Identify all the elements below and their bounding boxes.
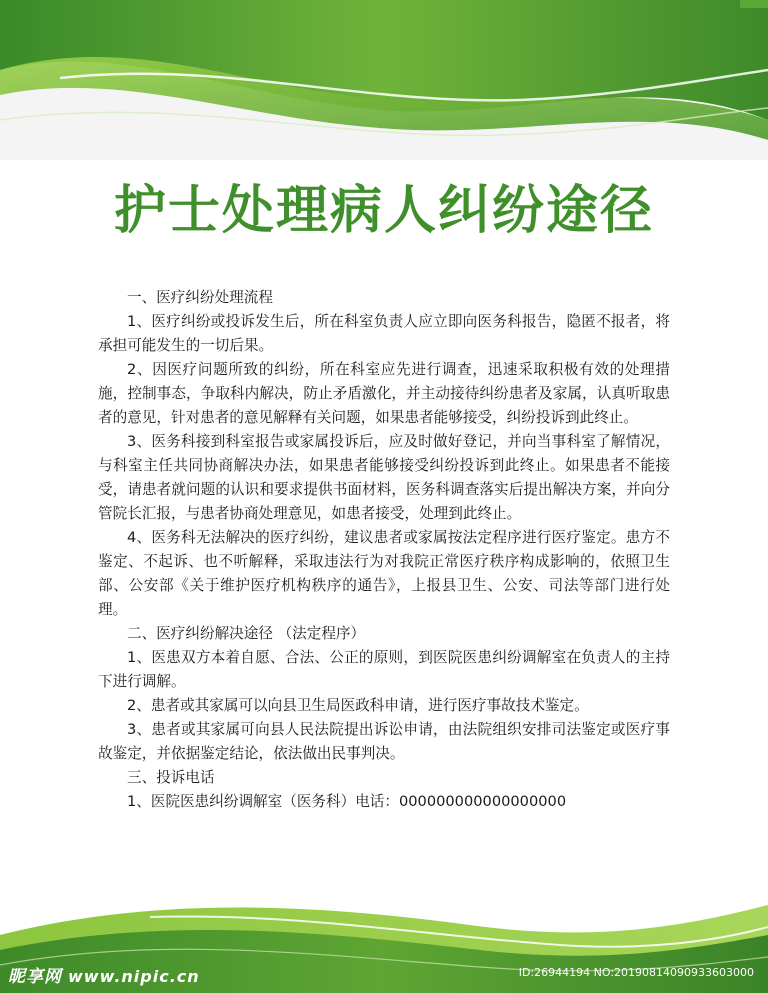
complaint-phone-line: 1、医院医患纠纷调解室（医务科）电话：000000000000000000 [127,793,567,810]
paragraph: 2、因医疗问题所致的纠纷，所在科室应先进行调查，迅速采取积极有效的处理措施，控制事态，争取科内解决，防止矛盾激化，并主动接待纠纷患者及家属，认真听取患者的意见，针对患者的意见解释有关问题，如果患者能够接受，纠纷投诉到此终止。 [98,361,670,426]
top-decorative-wave [0,0,768,160]
paragraph: 2、患者或其家属可以向县卫生局医政科申请，进行医疗事故技术鉴定。 [127,697,589,714]
paragraph: 3、患者或其家属可向县人民法院提出诉讼申请，由法院组织安排司法鉴定或医疗事故鉴定，并依据鉴定结论，依法做出民事判决。 [98,721,670,762]
document-body [98,286,670,814]
paragraph: 1、医患双方本着自愿、合法、公正的原则，到医院医患纠纷调解室在负责人的主持下进行调解。 [98,649,670,690]
section-heading-process: 一、医疗纠纷处理流程 [127,289,273,306]
paragraph: 4、医务科无法解决的医疗纠纷，建议患者或家属按法定程序进行医疗鉴定。患方不鉴定、不起诉、也不听解释，采取违法行为对我院正常医疗秩序构成影响的，依照卫生部、公安部《关于维护医疗机构秩序的通告》，上报县卫生、公安、司法等部门进行处理。 [98,529,670,618]
watermark-brand-name: 昵享网 [8,967,62,987]
paragraph: 3、医务科接到科室报告或家属投诉后，应及时做好登记，并向当事科室了解情况，与科室主任共同协商解决办法，如果患者能够接受纠纷投诉到此终止。如果患者不能接受，请患者就问题的认识和要求提供书面材料，医务科调查落实后提出解决方案，并向分管院长汇报，与患者协商处理意见，如患者接受，处理到此终止。 [98,433,670,522]
page-title: 护士处理病人纠纷途径 [113,181,654,241]
watermark-url: www.nipic.cn [68,967,200,986]
watermark-brand [8,962,200,987]
section-heading-complaint-phone: 三、投诉电话 [127,769,215,786]
paragraph: 1、医疗纠纷或投诉发生后，所在科室负责人应立即向医务科报告，隐匿不报者，将承担可能发生的一切后果。 [98,313,670,354]
section-heading-resolution: 二、医疗纠纷解决途径 （法定程序） [127,625,366,642]
watermark-id: ID:26944194 NO:20190814090933603000 [518,966,754,979]
